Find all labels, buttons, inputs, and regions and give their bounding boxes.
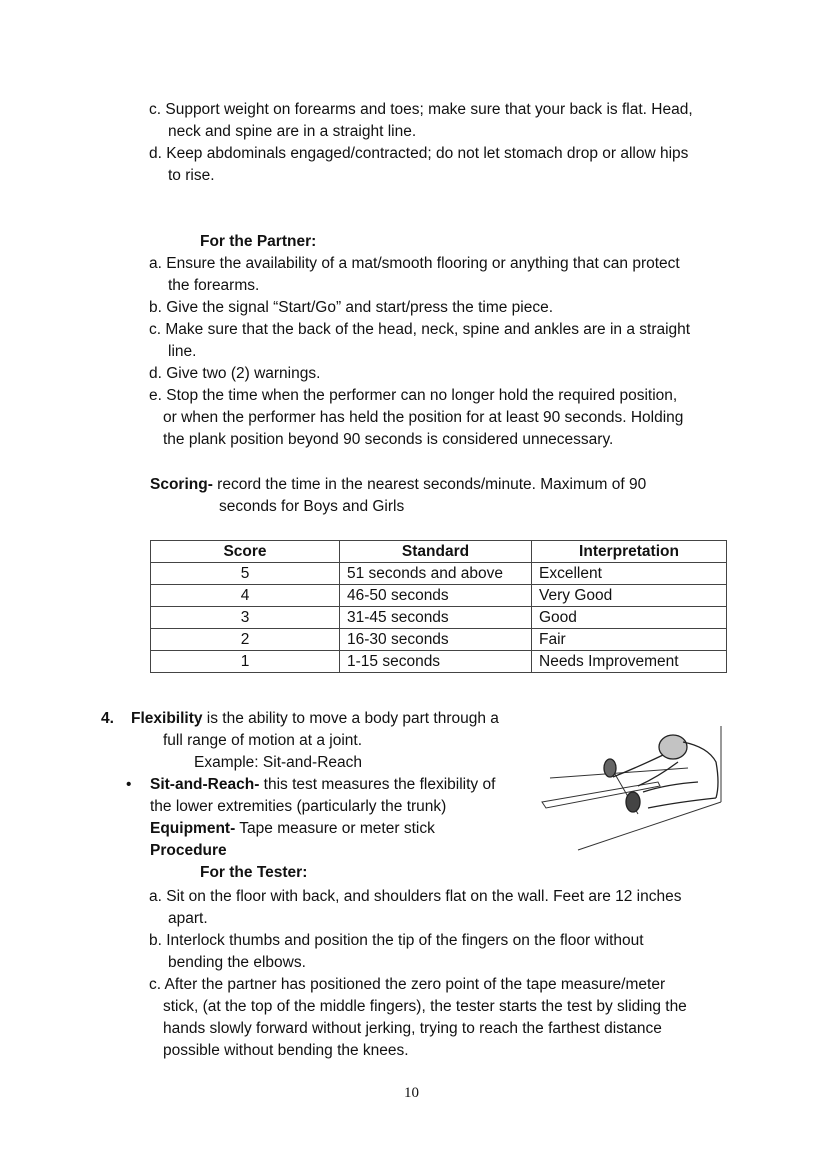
flexibility-def-text: is the ability to move a body part through a [202, 710, 499, 727]
partner-step-e-line1: e. Stop the time when the performer can no longer hold the required position, [149, 387, 678, 404]
cell-interpretation: Fair [532, 629, 727, 651]
tester-step-b-line2: bending the elbows. [168, 954, 306, 971]
tester-step-c-line1: c. After the partner has positioned the zero point of the tape measure/meter [149, 976, 666, 993]
table-row [151, 651, 727, 673]
cell-interpretation: Excellent [532, 563, 727, 585]
tester-step-a-line2: apart. [168, 910, 208, 927]
scoring-label: Scoring- [150, 476, 213, 493]
header-interpretation: Interpretation [532, 541, 727, 563]
cell-score: 1 [151, 651, 340, 673]
cell-standard: 31-45 seconds [340, 607, 532, 629]
cell-score: 4 [151, 585, 340, 607]
plank-step-d-line2: to rise. [168, 167, 215, 184]
cell-standard: 46-50 seconds [340, 585, 532, 607]
plank-step-c-line1: c. Support weight on forearms and toes; make sure that your back is flat. Head, [149, 101, 693, 118]
equipment-text: Tape measure or meter stick [235, 820, 435, 837]
sit-and-reach-illustration [538, 722, 728, 854]
partner-step-e-line3: the plank position beyond 90 seconds is considered unnecessary. [163, 431, 614, 448]
sit-and-reach-text: this test measures the flexibility of [259, 776, 496, 793]
scoring-line1 [150, 474, 646, 496]
table-header-row [151, 541, 727, 563]
figure-outline [604, 735, 718, 812]
partner-step-e-line2: or when the performer has held the position for at least 90 seconds. Holding [163, 409, 684, 426]
table-row [151, 563, 727, 585]
cell-standard: 1-15 seconds [340, 651, 532, 673]
table-row [151, 607, 727, 629]
partner-step-c-line2: line. [168, 343, 197, 360]
tester-step-c-line4: possible without bending the knees. [163, 1042, 409, 1059]
cell-score: 5 [151, 563, 340, 585]
flexibility-term: Flexibility [131, 710, 203, 727]
header-score: Score [151, 541, 340, 563]
bullet-icon: • [126, 776, 132, 793]
score-table [150, 540, 727, 673]
cell-interpretation: Needs Improvement [532, 651, 727, 673]
table-row [151, 585, 727, 607]
cell-score: 2 [151, 629, 340, 651]
cell-interpretation: Very Good [532, 585, 727, 607]
plank-step-c-line2: neck and spine are in a straight line. [168, 123, 417, 140]
tester-heading: For the Tester: [200, 864, 308, 881]
procedure-label: Procedure [150, 842, 227, 859]
partner-step-d: d. Give two (2) warnings. [149, 365, 321, 382]
flexibility-example: Example: Sit-and-Reach [194, 754, 362, 771]
sit-and-reach-line1 [150, 774, 495, 796]
scoring-line2: seconds for Boys and Girls [219, 498, 405, 515]
page-number: 10 [404, 1085, 419, 1101]
partner-step-a-line1: a. Ensure the availability of a mat/smooth flooring or anything that can protect [149, 255, 680, 272]
partner-step-b: b. Give the signal “Start/Go” and start/press the time piece. [149, 299, 554, 316]
cell-standard: 16-30 seconds [340, 629, 532, 651]
section-number: 4. [101, 710, 114, 727]
sit-and-reach-line2: the lower extremities (particularly the trunk) [150, 798, 447, 815]
tester-step-c-line2: stick, (at the top of the middle fingers), the tester starts the test by sliding the [163, 998, 687, 1015]
scoring-text: record the time in the nearest seconds/minute. Maximum of 90 [212, 476, 647, 493]
cell-interpretation: Good [532, 607, 727, 629]
cell-score: 3 [151, 607, 340, 629]
flexibility-def-line2: full range of motion at a joint. [163, 732, 363, 749]
partner-step-a-line2: the forearms. [168, 277, 260, 294]
equipment-line [150, 818, 435, 840]
table-row [151, 629, 727, 651]
tester-step-c-line3: hands slowly forward without jerking, trying to reach the farthest distance [163, 1020, 662, 1037]
partner-heading: For the Partner: [200, 233, 317, 250]
cell-standard: 51 seconds and above [340, 563, 532, 585]
partner-step-c-line1: c. Make sure that the back of the head, neck, spine and ankles are in a straight [149, 321, 691, 338]
header-standard: Standard [340, 541, 532, 563]
flexibility-def-line1 [131, 708, 499, 730]
tester-step-a-line1: a. Sit on the floor with back, and shoulders flat on the wall. Feet are 12 inches [149, 888, 682, 905]
equipment-label: Equipment- [150, 820, 236, 837]
plank-step-d-line1: d. Keep abdominals engaged/contracted; do not let stomach drop or allow hips [149, 145, 689, 162]
sit-and-reach-label: Sit-and-Reach- [150, 776, 260, 793]
tester-step-b-line1: b. Interlock thumbs and position the tip of the fingers on the floor without [149, 932, 644, 949]
